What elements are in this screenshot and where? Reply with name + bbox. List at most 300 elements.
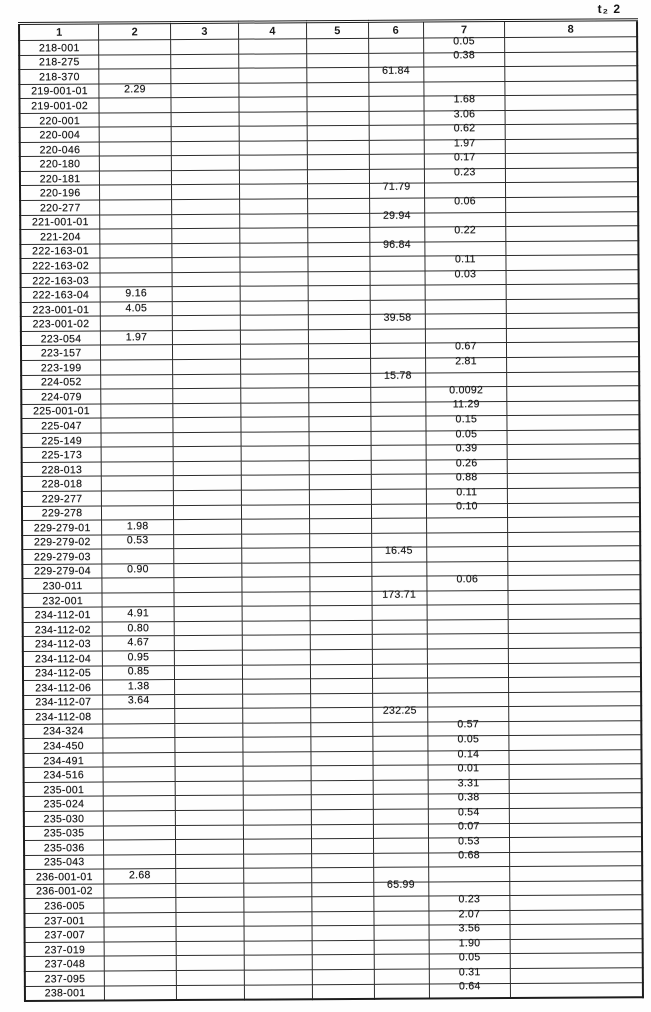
row-id: 223-001-01 bbox=[32, 303, 90, 317]
value-cell bbox=[510, 953, 642, 968]
value-cell bbox=[172, 359, 240, 374]
value-cell bbox=[308, 257, 370, 272]
value-cell bbox=[508, 589, 640, 604]
row-id: 224-052 bbox=[40, 376, 82, 389]
value-cell bbox=[244, 955, 312, 970]
row-id: 234-112-02 bbox=[34, 623, 91, 637]
value-cell bbox=[100, 214, 172, 229]
cell-value: 2.68 bbox=[128, 869, 151, 882]
value-cell bbox=[427, 619, 509, 634]
value-cell bbox=[426, 500, 508, 518]
value-cell bbox=[171, 112, 239, 127]
value-cell bbox=[510, 910, 642, 925]
value-cell bbox=[172, 199, 240, 214]
value-cell bbox=[312, 911, 374, 926]
value-cell bbox=[311, 853, 373, 868]
value-cell bbox=[506, 284, 638, 299]
row-id: 238-001 bbox=[44, 987, 86, 1000]
cell-value: 16.45 bbox=[384, 544, 413, 557]
cell-value: 0.95 bbox=[127, 650, 150, 664]
row-id: 225-149 bbox=[41, 434, 83, 447]
row-id-cell bbox=[21, 331, 101, 346]
value-cell bbox=[174, 592, 242, 607]
value-cell bbox=[372, 664, 427, 679]
cell-value: 0.14 bbox=[457, 747, 480, 760]
cell-value: 0.57 bbox=[457, 718, 480, 731]
row-id-cell bbox=[22, 593, 102, 608]
value-cell bbox=[104, 927, 176, 942]
row-id: 221-204 bbox=[40, 231, 81, 244]
value-cell bbox=[427, 573, 509, 591]
row-id: 218-370 bbox=[39, 70, 80, 84]
value-cell bbox=[508, 517, 640, 532]
cell-value: 0.05 bbox=[455, 427, 478, 440]
row-id: 220-196 bbox=[39, 187, 81, 200]
row-id-cell bbox=[25, 971, 105, 986]
value-cell bbox=[374, 984, 429, 999]
value-cell bbox=[171, 68, 239, 83]
value-cell bbox=[240, 242, 308, 257]
row-id-cell bbox=[24, 840, 104, 855]
value-cell bbox=[103, 651, 175, 666]
row-id-cell bbox=[24, 898, 104, 913]
value-cell bbox=[505, 95, 637, 110]
value-cell bbox=[241, 402, 309, 417]
value-cell bbox=[308, 329, 370, 344]
value-cell bbox=[510, 895, 642, 910]
value-cell bbox=[508, 575, 640, 590]
value-cell bbox=[369, 82, 424, 97]
row-id-cell bbox=[23, 738, 103, 753]
row-id: 223-199 bbox=[40, 361, 82, 375]
column-header-6: 6 bbox=[368, 21, 423, 38]
value-cell bbox=[508, 502, 640, 517]
column-header-1: 1 bbox=[19, 23, 99, 40]
value-cell bbox=[510, 822, 642, 837]
cell-value: 9.16 bbox=[125, 287, 148, 300]
value-cell bbox=[373, 896, 428, 911]
value-cell bbox=[507, 400, 639, 415]
value-cell bbox=[100, 301, 172, 316]
cell-value: 0.62 bbox=[453, 122, 476, 135]
row-id-cell bbox=[21, 345, 101, 360]
row-id: 234-112-04 bbox=[35, 652, 92, 666]
value-cell bbox=[373, 751, 428, 766]
value-cell bbox=[174, 679, 242, 694]
value-cell bbox=[425, 285, 507, 300]
value-cell bbox=[307, 111, 369, 126]
cell-value: 0.05 bbox=[458, 951, 481, 964]
cell-value: 0.53 bbox=[126, 534, 149, 547]
page-corner-label: t₂ 2 bbox=[597, 2, 621, 16]
row-id-cell bbox=[20, 244, 100, 259]
value-cell bbox=[307, 198, 369, 213]
value-cell bbox=[242, 621, 310, 636]
table-row bbox=[25, 982, 643, 1001]
value-cell bbox=[240, 315, 308, 330]
value-cell bbox=[99, 141, 171, 156]
row-id-cell bbox=[23, 724, 103, 739]
value-cell bbox=[239, 53, 307, 68]
value-cell bbox=[101, 418, 173, 433]
value-cell bbox=[507, 357, 639, 372]
value-cell bbox=[311, 780, 373, 795]
row-id: 234-491 bbox=[43, 754, 84, 767]
cell-value: 0.53 bbox=[458, 835, 480, 848]
value-cell bbox=[308, 227, 370, 242]
value-cell bbox=[369, 209, 424, 228]
row-id-cell bbox=[19, 84, 99, 99]
value-cell bbox=[171, 170, 239, 185]
value-cell bbox=[241, 373, 309, 388]
value-cell bbox=[509, 677, 641, 692]
value-cell bbox=[309, 402, 371, 417]
value-cell bbox=[310, 577, 372, 592]
value-cell bbox=[372, 588, 427, 606]
value-cell bbox=[176, 956, 244, 971]
value-cell bbox=[242, 664, 310, 679]
cell-value: 61.84 bbox=[382, 64, 410, 77]
row-id-cell bbox=[22, 476, 102, 491]
value-cell bbox=[306, 38, 368, 53]
value-cell bbox=[242, 548, 310, 563]
value-cell bbox=[369, 154, 424, 169]
value-cell bbox=[428, 849, 510, 867]
row-id: 220-180 bbox=[39, 158, 81, 171]
value-cell bbox=[507, 444, 639, 459]
value-cell bbox=[241, 490, 309, 505]
row-id-cell bbox=[21, 287, 101, 302]
row-id: 236-001-02 bbox=[36, 885, 93, 898]
value-cell bbox=[238, 39, 306, 54]
value-cell bbox=[506, 255, 638, 270]
cell-value: 1.38 bbox=[127, 680, 150, 693]
row-id-cell bbox=[21, 273, 101, 288]
value-cell bbox=[244, 868, 312, 883]
value-cell bbox=[244, 984, 312, 999]
value-cell bbox=[171, 54, 239, 69]
value-cell bbox=[102, 520, 174, 535]
value-cell bbox=[99, 54, 171, 69]
value-cell bbox=[104, 912, 176, 927]
value-cell bbox=[309, 533, 371, 548]
row-id-cell bbox=[23, 607, 103, 622]
row-id-cell bbox=[21, 302, 101, 317]
value-cell bbox=[429, 980, 511, 999]
value-cell bbox=[171, 156, 239, 171]
value-cell bbox=[101, 345, 173, 360]
row-id: 235-030 bbox=[43, 812, 85, 826]
value-cell bbox=[173, 446, 241, 461]
cell-value: 29.94 bbox=[382, 209, 411, 223]
value-cell bbox=[173, 403, 241, 418]
cell-value: 0.03 bbox=[454, 267, 477, 280]
column-header-3: 3 bbox=[170, 22, 238, 39]
value-cell bbox=[505, 37, 637, 52]
value-cell bbox=[244, 912, 312, 927]
value-cell bbox=[370, 271, 425, 286]
value-cell bbox=[176, 897, 244, 912]
value-cell bbox=[173, 505, 241, 520]
value-cell bbox=[309, 446, 371, 461]
cell-value: 2.29 bbox=[124, 83, 146, 96]
value-cell bbox=[507, 473, 639, 488]
value-cell bbox=[175, 723, 243, 738]
row-id: 228-013 bbox=[41, 463, 83, 476]
row-id-cell bbox=[20, 215, 100, 230]
cell-value: 0.38 bbox=[457, 791, 480, 804]
value-cell bbox=[103, 709, 175, 724]
value-cell bbox=[100, 258, 172, 273]
value-cell bbox=[307, 97, 369, 112]
value-cell bbox=[509, 764, 641, 779]
cell-value: 0.01 bbox=[457, 762, 480, 775]
value-cell bbox=[99, 98, 171, 113]
value-cell bbox=[307, 155, 369, 170]
value-cell bbox=[505, 124, 637, 139]
value-cell bbox=[101, 360, 173, 375]
value-cell bbox=[373, 780, 428, 795]
row-id: 229-277 bbox=[41, 492, 83, 506]
value-cell bbox=[102, 563, 174, 578]
value-cell bbox=[309, 504, 371, 519]
value-cell bbox=[507, 386, 639, 401]
cell-value: 2.81 bbox=[455, 355, 477, 368]
value-cell bbox=[101, 316, 173, 331]
row-id: 229-279-04 bbox=[34, 565, 91, 578]
row-id-cell bbox=[23, 709, 103, 724]
value-cell bbox=[102, 578, 174, 593]
row-id-cell bbox=[25, 942, 105, 957]
value-cell bbox=[239, 82, 307, 97]
row-id: 220-277 bbox=[39, 201, 81, 215]
row-id: 236-005 bbox=[44, 900, 85, 913]
value-cell bbox=[312, 926, 374, 941]
row-id: 218-275 bbox=[39, 56, 80, 69]
row-id-cell bbox=[24, 767, 104, 782]
value-cell bbox=[103, 781, 175, 796]
value-cell bbox=[369, 125, 424, 140]
value-cell bbox=[311, 809, 373, 824]
value-cell bbox=[241, 417, 309, 432]
value-cell bbox=[241, 475, 309, 490]
value-cell bbox=[508, 488, 640, 503]
cell-value: 0.06 bbox=[456, 573, 479, 586]
value-cell bbox=[371, 474, 426, 489]
row-id-cell bbox=[22, 520, 102, 535]
value-cell bbox=[307, 184, 369, 199]
value-cell bbox=[101, 331, 173, 346]
row-id: 224-079 bbox=[41, 391, 82, 404]
value-cell bbox=[508, 604, 640, 619]
value-cell bbox=[240, 228, 308, 243]
value-cell bbox=[175, 839, 243, 854]
value-cell bbox=[171, 141, 239, 156]
value-cell bbox=[311, 838, 373, 853]
column-header-2: 2 bbox=[99, 23, 171, 40]
value-cell bbox=[308, 344, 370, 359]
value-cell bbox=[312, 897, 374, 912]
row-id-cell bbox=[24, 884, 104, 899]
value-cell bbox=[424, 224, 506, 242]
value-cell bbox=[507, 429, 639, 444]
value-cell bbox=[101, 461, 173, 476]
table-body bbox=[19, 34, 643, 1001]
value-cell bbox=[172, 228, 240, 243]
value-cell bbox=[243, 708, 311, 723]
value-cell bbox=[104, 869, 176, 884]
value-cell bbox=[372, 649, 427, 664]
row-id-cell bbox=[23, 695, 103, 710]
value-cell bbox=[244, 941, 312, 956]
value-cell bbox=[171, 97, 239, 112]
cell-value: 0.07 bbox=[457, 820, 480, 833]
row-id: 223-054 bbox=[40, 332, 82, 346]
value-cell bbox=[506, 226, 638, 241]
value-cell bbox=[426, 518, 508, 533]
value-cell bbox=[173, 519, 241, 534]
value-cell bbox=[309, 387, 371, 402]
value-cell bbox=[173, 461, 241, 476]
value-cell bbox=[175, 766, 243, 781]
value-cell bbox=[243, 839, 311, 854]
row-id-cell bbox=[24, 811, 104, 826]
value-cell bbox=[370, 256, 425, 271]
value-cell bbox=[243, 766, 311, 781]
value-cell bbox=[242, 635, 310, 650]
value-cell bbox=[241, 388, 309, 403]
value-cell bbox=[100, 272, 172, 287]
value-cell bbox=[103, 680, 175, 695]
row-id-cell bbox=[22, 491, 102, 506]
value-cell bbox=[427, 634, 509, 649]
value-cell bbox=[173, 388, 241, 403]
row-id-cell bbox=[21, 389, 101, 404]
row-id: 225-047 bbox=[41, 420, 82, 433]
value-cell bbox=[241, 519, 309, 534]
value-cell bbox=[374, 969, 429, 984]
row-id: 228-018 bbox=[41, 478, 83, 491]
value-cell bbox=[102, 534, 174, 549]
value-cell bbox=[102, 592, 174, 607]
value-cell bbox=[509, 720, 641, 735]
value-cell bbox=[507, 328, 639, 343]
cell-value: 0.88 bbox=[455, 471, 478, 484]
value-cell bbox=[506, 240, 638, 255]
value-cell bbox=[307, 67, 369, 82]
value-cell bbox=[103, 752, 175, 767]
value-cell bbox=[104, 811, 176, 826]
row-id: 222-163-04 bbox=[32, 289, 90, 302]
value-cell bbox=[310, 606, 372, 621]
value-cell bbox=[101, 403, 173, 418]
value-cell bbox=[425, 314, 507, 329]
row-id-cell bbox=[19, 98, 99, 113]
value-cell bbox=[370, 285, 425, 300]
cell-value: 0.31 bbox=[458, 965, 481, 979]
value-cell bbox=[172, 316, 240, 331]
value-cell bbox=[105, 971, 177, 986]
value-cell bbox=[372, 722, 427, 737]
value-cell bbox=[240, 359, 308, 374]
value-cell bbox=[310, 548, 372, 563]
value-cell bbox=[427, 692, 509, 707]
value-cell bbox=[100, 185, 172, 200]
row-id-cell bbox=[20, 258, 100, 273]
value-cell bbox=[307, 126, 369, 141]
value-cell bbox=[175, 708, 243, 723]
row-id-cell bbox=[21, 360, 101, 375]
value-cell bbox=[102, 621, 174, 636]
value-cell bbox=[240, 213, 308, 228]
value-cell bbox=[311, 766, 373, 781]
value-cell bbox=[239, 126, 307, 141]
value-cell bbox=[176, 868, 244, 883]
value-cell bbox=[510, 924, 642, 939]
value-cell bbox=[423, 49, 505, 67]
value-cell bbox=[373, 765, 428, 780]
value-cell bbox=[505, 109, 637, 124]
row-id: 235-001 bbox=[43, 783, 85, 797]
value-cell bbox=[374, 911, 429, 926]
row-id-cell bbox=[24, 913, 104, 928]
value-cell bbox=[307, 53, 369, 68]
value-cell bbox=[310, 591, 372, 606]
cell-value: 11.29 bbox=[452, 398, 480, 411]
row-id-cell bbox=[20, 200, 100, 215]
row-id-cell bbox=[23, 622, 103, 637]
row-id: 223-001-02 bbox=[32, 318, 90, 331]
value-cell bbox=[99, 69, 171, 84]
value-cell bbox=[505, 66, 637, 81]
value-cell bbox=[506, 269, 638, 284]
column-header-4: 4 bbox=[238, 22, 306, 39]
value-cell bbox=[368, 64, 423, 82]
value-cell bbox=[371, 431, 426, 446]
row-id-cell bbox=[23, 680, 103, 695]
value-cell bbox=[173, 417, 241, 432]
row-id-cell bbox=[24, 869, 104, 884]
value-cell bbox=[509, 779, 641, 794]
value-cell bbox=[176, 883, 244, 898]
value-cell bbox=[241, 461, 309, 476]
value-cell bbox=[241, 504, 309, 519]
value-cell bbox=[175, 796, 243, 811]
value-cell bbox=[102, 476, 174, 491]
value-cell bbox=[172, 286, 240, 301]
value-cell bbox=[175, 825, 243, 840]
value-cell bbox=[101, 447, 173, 462]
value-cell bbox=[424, 165, 506, 183]
value-cell bbox=[242, 693, 310, 708]
row-id: 234-112-06 bbox=[35, 681, 92, 695]
value-cell bbox=[172, 214, 240, 229]
row-id: 222-163-03 bbox=[32, 274, 90, 287]
value-cell bbox=[507, 342, 639, 357]
value-cell bbox=[101, 374, 173, 389]
cell-value: 0.38 bbox=[453, 49, 475, 62]
value-cell bbox=[243, 853, 311, 868]
value-cell bbox=[240, 344, 308, 359]
row-id: 219-001-01 bbox=[31, 85, 88, 98]
cell-value: 0.85 bbox=[127, 665, 150, 678]
value-cell bbox=[310, 649, 372, 664]
value-cell bbox=[371, 489, 426, 504]
value-cell bbox=[176, 927, 244, 942]
value-cell bbox=[103, 723, 175, 738]
value-cell bbox=[508, 619, 640, 634]
value-cell bbox=[427, 663, 509, 678]
